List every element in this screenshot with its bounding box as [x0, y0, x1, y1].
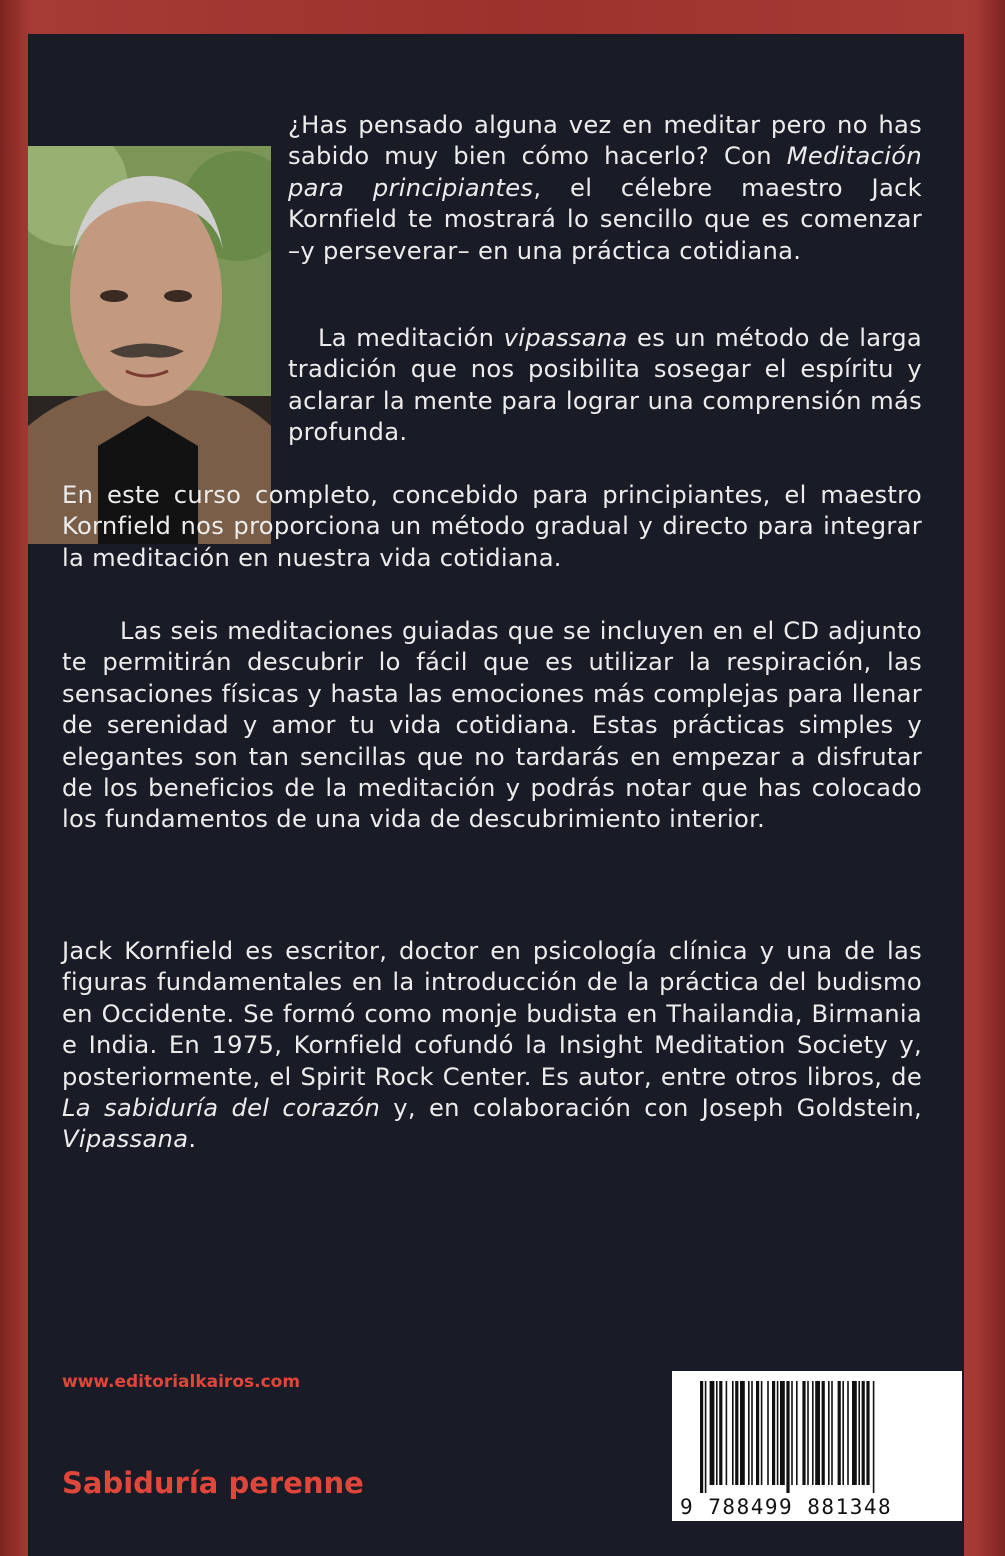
description-text: , el célebre maestro Jack Kornfield te mostrará lo sencillo que es comenzar –y perseverar– en una práctica cotidiana. — [288, 173, 922, 265]
bio-text: . — [188, 1125, 197, 1154]
barcode-bar — [786, 1381, 789, 1493]
barcode-bar — [815, 1381, 820, 1485]
barcode-bar — [852, 1381, 857, 1485]
barcode-bar — [862, 1381, 865, 1485]
barcode-bar — [791, 1381, 793, 1485]
barcode-icon — [700, 1381, 936, 1493]
vipassana-italic: vipassana — [503, 324, 628, 352]
barcode-bar — [802, 1381, 805, 1485]
publisher-website: www.editorialkairos.com — [62, 1372, 301, 1392]
barcode-bar — [761, 1381, 763, 1485]
barcode-bar — [780, 1381, 785, 1485]
barcode-bar — [751, 1381, 753, 1485]
description-text: es un método de larga tradición que nos posibilita sosegar el espíritu y aclarar la mente para lograr una comprensión más profunda. — [288, 324, 923, 447]
barcode-bar — [756, 1381, 759, 1485]
isbn-number: 9 788499 881348 — [680, 1495, 893, 1519]
barcode-bar — [873, 1381, 875, 1493]
barcode-bar — [772, 1381, 775, 1485]
barcode-bar — [705, 1381, 707, 1493]
barcode-bar — [847, 1381, 849, 1485]
barcode-bar — [866, 1381, 869, 1485]
description-paragraph-3 — [62, 616, 922, 836]
barcode-bar — [700, 1381, 703, 1493]
book-title-italic: Vipassana — [62, 1125, 189, 1154]
description-text: En este curso completo, concebido para principiantes, el maestro Kornfield nos proporciona un método gradual y directo para integrar la meditación en nuestra vida cotidiana. — [62, 481, 922, 572]
description-paragraph-1 — [288, 110, 922, 267]
barcode-bar — [831, 1381, 833, 1485]
barcode-bar — [726, 1381, 728, 1485]
barcode-bar — [740, 1381, 745, 1485]
book-title-italic: Meditación para principiantes — [288, 142, 922, 202]
bio-text: y, en colaboración con Joseph Goldstein, — [380, 1094, 922, 1123]
barcode-bar — [838, 1381, 841, 1485]
barcode-bar — [710, 1381, 715, 1485]
barcode-bar — [822, 1381, 825, 1485]
description-text: La meditación — [318, 324, 504, 352]
barcode-bar — [812, 1381, 814, 1485]
barcode-bar — [796, 1381, 798, 1485]
description-text: Las seis meditaciones guiadas que se incluyen en el CD adjunto te permitirán descubrir lo fácil que es utilizar la respiración, las sensaciones físicas y hasta las emociones más complejas para llenar de serenidad y amor tu vida cotidiana. Estas prácticas simples y elegantes son tan sencillas que no tardarás en empezar a disfrutar de los beneficios de la meditación y podrás notar que has colocado los fundamentos de una vida de descubrimiento interior. — [62, 617, 922, 834]
author-bio — [62, 936, 922, 1156]
description-paragraph-2b — [62, 480, 922, 574]
barcode-bar — [732, 1381, 734, 1485]
description-text: ¿Has pensado alguna vez en meditar pero no has sabido muy bien cómo hacerlo? Con — [288, 111, 922, 171]
description-paragraph-2 — [288, 323, 922, 449]
barcode-bar — [807, 1381, 809, 1485]
barcode-bar — [842, 1381, 844, 1485]
series-name: Sabiduría perenne — [62, 1466, 364, 1500]
barcode-bar — [716, 1381, 718, 1485]
barcode-bar — [858, 1381, 860, 1485]
barcode-bar — [828, 1381, 830, 1485]
barcode-bar — [719, 1381, 722, 1485]
barcode-bar — [777, 1381, 779, 1485]
barcode-bar — [767, 1381, 769, 1485]
barcode-bar — [735, 1381, 738, 1485]
barcode-bar — [748, 1381, 750, 1485]
bio-text: Jack Kornfield es escritor, doctor en psicología clínica y una de las figuras fundamentales en la introducción de la práctica del budismo en Occidente. Se formó como monje budista en Thailandia, Birmania e India. En 1975, Kornfield cofundó la Insight Meditation Society y, posteriormente, el Spirit Rock Center. Es autor, entre otros libros, de — [62, 937, 922, 1091]
barcode-box — [672, 1371, 962, 1521]
book-title-italic: La sabiduría del corazón — [62, 1094, 381, 1123]
